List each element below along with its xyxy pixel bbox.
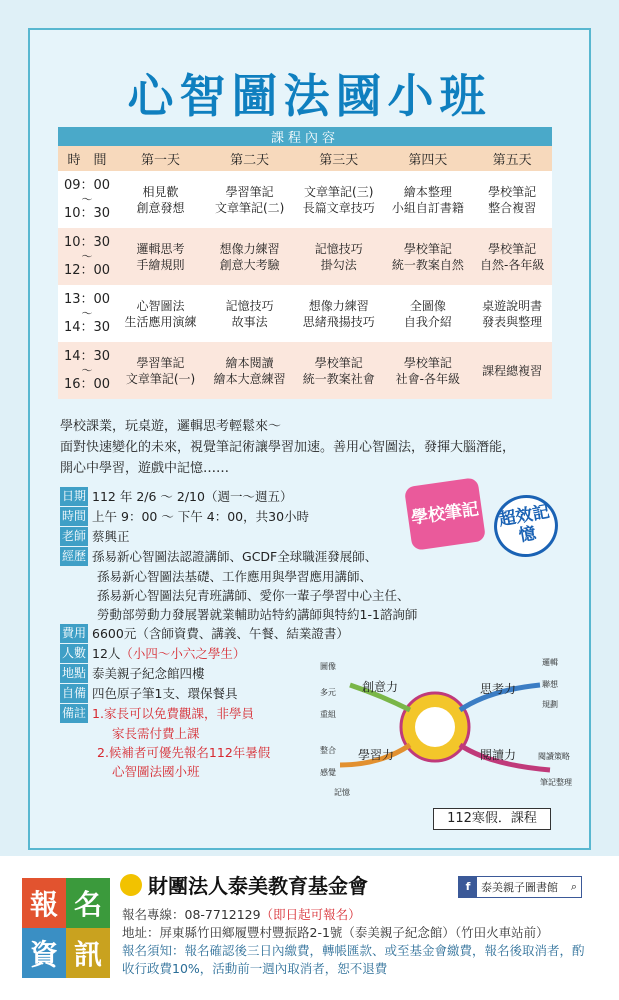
branch-label: 創意力	[362, 680, 399, 694]
note-line: 家長需付費上課	[112, 726, 200, 741]
table-row	[58, 228, 552, 285]
table-cell: 繪本整理 小組自訂書籍	[383, 171, 472, 228]
time-slot: 09：00 〜 10：30	[58, 171, 116, 228]
leaf-label: 感覺	[320, 768, 336, 777]
branch-label: 閱讀力	[480, 748, 517, 762]
search-icon: ⌕	[570, 880, 577, 893]
table-cell: 課程總複習	[472, 342, 552, 399]
table-cell: 全圖像 自我介紹	[383, 285, 472, 342]
super-memory-badge: 超效記憶	[489, 490, 563, 562]
fee-tag: 費用	[60, 624, 88, 643]
page-title: 心智圖法國小班	[127, 69, 492, 123]
table-row	[58, 342, 552, 399]
leaf-label: 重組	[320, 710, 336, 719]
header-day4: 第四天	[383, 146, 472, 171]
note-line: 心智圖法國小班	[112, 764, 200, 779]
header-time: 時 間	[58, 146, 116, 171]
header-day3: 第三天	[294, 146, 383, 171]
teacher-tag: 老師	[60, 527, 88, 546]
experience-tag: 經歷	[60, 547, 88, 566]
table-cell: 學校筆記 自然-各年級	[472, 228, 552, 285]
header-day1: 第一天	[116, 146, 205, 171]
experience-line: 孫易新心智圖法兒青班講師、愛你一輩子學習中心主任、	[97, 588, 410, 603]
bring-tag: 自備	[60, 684, 88, 703]
header-day5: 第五天	[472, 146, 552, 171]
leaf-label: 整合	[320, 746, 336, 755]
table-cell: 心智圖法 生活應用演練	[116, 285, 205, 342]
count-tag: 人數	[60, 644, 88, 663]
organization-name: 財團法人泰美教育基金會	[148, 874, 368, 898]
footer-info	[122, 906, 592, 978]
branch-label: 思考力	[480, 682, 517, 696]
notice: 報名須知：報名確認後三日內繳費，轉帳匯款、或至基金會繳費，報名後取消者，酌收行政費10%，活動前一週內取消者，恕不退費	[122, 943, 585, 976]
bring-value: 四色原子筆1支、環保餐具	[92, 686, 238, 701]
time-slot: 14：30 〜 16：00	[58, 342, 116, 399]
note-line: 1.家長可以免費觀課，非學員	[92, 706, 254, 721]
tile: 報	[22, 878, 66, 928]
table-cell: 學校筆記 統一教案社會	[294, 342, 383, 399]
address: 地址：屏東縣竹田鄉履豐村豐振路2-1號（泰美親子紀念館）（竹田火車站前）	[122, 925, 549, 940]
table-cell: 文章筆記(三) 長篇文章技巧	[294, 171, 383, 228]
leaf-label: 規劃	[542, 700, 558, 709]
facebook-label: 泰美親子圖書館	[481, 881, 558, 894]
branch-label: 學習力	[358, 748, 395, 762]
table-cell: 學習筆記 文章筆記(二)	[205, 171, 294, 228]
experience-line: 孫易新心智圖法基礎、工作應用與學習應用講師、	[97, 569, 373, 584]
experience-line: 勞動部勞動力發展署就業輔助站特約講師與特約1-1諮詢師	[97, 607, 418, 622]
table-cell: 學校筆記 社會-各年級	[383, 342, 472, 399]
schedule-caption: 課程內容	[58, 127, 552, 146]
experience-line: 孫易新心智圖法認證講師、GCDF全球職涯發展師、	[92, 549, 378, 564]
leaf-label: 聯想	[542, 680, 558, 689]
header-day2: 第二天	[205, 146, 294, 171]
schedule-table	[58, 127, 552, 399]
intro-text: 學校課業，玩桌遊，邏輯思考輕鬆來〜 面對快速變化的未來，視覺筆記術讓學習加速。善用心智圖法，發揮大腦潛能， 開心中學習，遊戲中記憶……	[60, 419, 516, 476]
facebook-icon: f	[459, 877, 477, 897]
table-cell: 學校筆記 整合複習	[472, 171, 552, 228]
leaf-label: 邏輯	[542, 658, 558, 667]
table-cell: 記憶技巧 故事法	[205, 285, 294, 342]
leaf-label: 閱讀策略	[538, 752, 570, 761]
place-tag: 地點	[60, 664, 88, 683]
phone-note: （即日起可報名）	[260, 907, 361, 922]
count-value: 12人	[92, 646, 121, 661]
time-slot: 13：00 〜 14：30	[58, 285, 116, 342]
table-cell: 繪本閱讀 繪本大意練習	[205, 342, 294, 399]
tile: 資	[22, 928, 66, 978]
table-cell: 邏輯思考 手繪規則	[116, 228, 205, 285]
table-cell: 想像力練習 思緒飛揚技巧	[294, 285, 383, 342]
leaf-label: 記憶	[334, 788, 350, 797]
fee-value: 6600元（含師資費、講義、午餐、結業證書）	[92, 626, 349, 641]
mindmap-illustration	[310, 655, 580, 805]
course-tag: 112寒假．課程	[433, 808, 551, 830]
leaf-label: 圖像	[320, 662, 336, 671]
registration-tiles	[22, 878, 110, 978]
table-cell: 記憶技巧 掛勾法	[294, 228, 383, 285]
date-value: 112 年 2/6 〜 2/10（週一〜週五）	[92, 489, 293, 504]
leaf-label: 筆記整理	[540, 778, 572, 787]
school-notes-badge: 學校筆記	[404, 477, 486, 551]
time-slot: 10：30 〜 12：00	[58, 228, 116, 285]
table-cell: 相見歡 創意發想	[116, 171, 205, 228]
teacher-value: 蔡興正	[92, 529, 130, 544]
facebook-link[interactable]	[458, 876, 582, 898]
mindmap-core	[415, 707, 455, 747]
table-row	[58, 171, 552, 228]
note-line: 2.候補者可優先報名112年暑假	[97, 745, 271, 760]
count-note: （小四〜小六之學生）	[120, 646, 246, 661]
leaf-label: 多元	[320, 688, 336, 697]
footer	[0, 856, 619, 1000]
table-cell: 學校筆記 統一教案自然	[383, 228, 472, 285]
time-tag: 時間	[60, 507, 88, 526]
table-cell: 想像力練習 創意大考驗	[205, 228, 294, 285]
time-value: 上午 9：00 〜 下午 4：00，共30小時	[92, 509, 310, 524]
table-cell: 桌遊說明書 發表與整理	[472, 285, 552, 342]
tile: 訊	[66, 928, 110, 978]
date-tag: 日期	[60, 487, 88, 506]
logo-icon	[120, 874, 142, 896]
place-value: 泰美親子紀念館四樓	[92, 666, 205, 681]
organization	[120, 870, 368, 899]
tile: 名	[66, 878, 110, 928]
phone-label: 報名專線：08-7712129	[122, 907, 261, 922]
table-row	[58, 285, 552, 342]
table-cell: 學習筆記 文章筆記(一)	[116, 342, 205, 399]
note-tag: 備註	[60, 704, 88, 723]
